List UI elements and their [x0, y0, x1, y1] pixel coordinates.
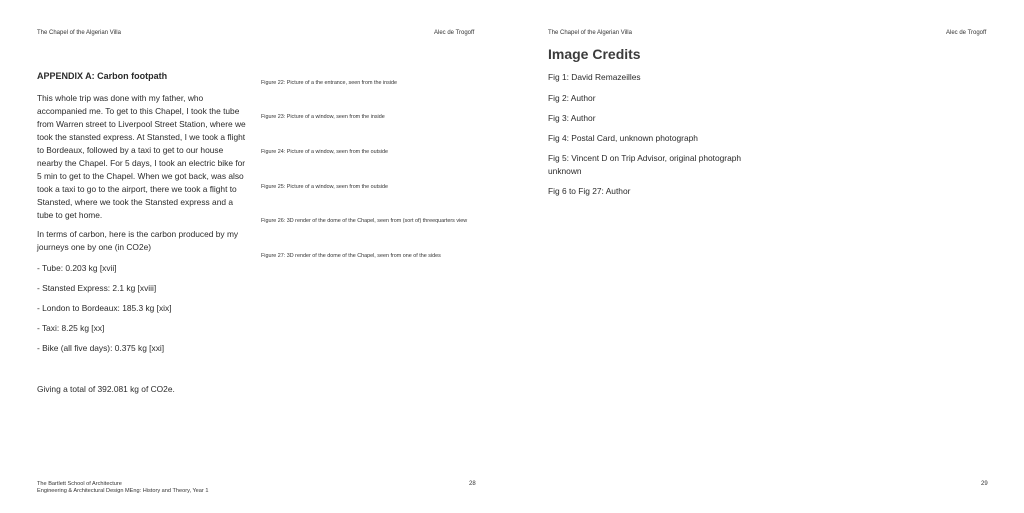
- credit-fig-5: Fig 5: Vincent D on Trip Advisor, original photograph unknown: [548, 153, 742, 176]
- running-header-author-right: Alec de Trogoff: [946, 30, 987, 36]
- running-header-title-right: The Chapel of the Algerian Villa: [548, 30, 632, 36]
- footer-school: The Bartlett School of Architecture: [37, 481, 122, 487]
- appendix-heading: APPENDIX A: Carbon footpath: [37, 71, 168, 81]
- carbon-item-tube: - Tube: 0.203 kg [xvii]: [37, 263, 117, 273]
- credit-fig-6-27: Fig 6 to Fig 27: Author: [548, 186, 631, 196]
- footer-course: Engineering & Architectural Design MEng: History and Theory, Year 1: [37, 487, 209, 494]
- figure-caption-27: Figure 27: 3D render of the dome of the Chapel, seen from one of the sides: [261, 253, 441, 259]
- figure-caption-26: Figure 26: 3D render of the dome of the Chapel, seen from (sort of) threequarters view: [261, 218, 468, 224]
- running-header-title: The Chapel of the Algerian Villa: [37, 30, 121, 36]
- figure-caption-25: Figure 25: Picture of a window, seen from the outside: [261, 184, 389, 190]
- running-header-author: Alec de Trogoff: [434, 30, 475, 36]
- credit-fig-3: Fig 3: Author: [548, 113, 596, 123]
- trip-paragraph: This whole trip was done with my father, who accompanied me. To get to this Chapel, I took the tube from Warren street to Liverpool Street Station, where we took the stansted express. At Stansted, I we took a flight to Bordeaux, followed by a taxi to get to our house nearby the Chapel. For 5 days, I took an electric bike for 5 min to get to the Chapel. When we got back, was also took a taxi to go to the airport, there we took a flight to Stansted, where we took the Stansted express and a tube to get home.: [37, 93, 246, 220]
- carbon-item-flight: - London to Bordeaux: 185.3 kg [xix]: [37, 303, 172, 313]
- figure-caption-23: Figure 23: Picture of a window, seen from the inside: [261, 114, 385, 120]
- page-number-right: 29: [981, 481, 988, 487]
- figure-caption-24: Figure 24: Picture of a window, seen from the outside: [261, 149, 389, 155]
- credit-fig-1: Fig 1: David Remazeilles: [548, 72, 641, 82]
- carbon-item-bike: - Bike (all five days): 0.375 kg [xxi]: [37, 343, 165, 353]
- page-number-left: 28: [469, 481, 476, 487]
- carbon-item-stansted-express: - Stansted Express: 2.1 kg [xviii]: [37, 283, 157, 293]
- carbon-item-taxi: - Taxi: 8.25 kg [xx]: [37, 323, 105, 333]
- figure-caption-22: Figure 22: Picture of a the entrance, seen from the inside: [261, 80, 398, 86]
- carbon-intro-paragraph: In terms of carbon, here is the carbon produced by my journeys one by one (in CO2e): [37, 229, 239, 252]
- carbon-total: Giving a total of 392.081 kg of CO2e.: [37, 384, 175, 394]
- page-footer: [37, 481, 208, 494]
- credit-fig-4: Fig 4: Postal Card, unknown photograph: [548, 133, 698, 143]
- image-credits-title: Image Credits: [548, 46, 641, 62]
- credit-fig-2: Fig 2: Author: [548, 93, 596, 103]
